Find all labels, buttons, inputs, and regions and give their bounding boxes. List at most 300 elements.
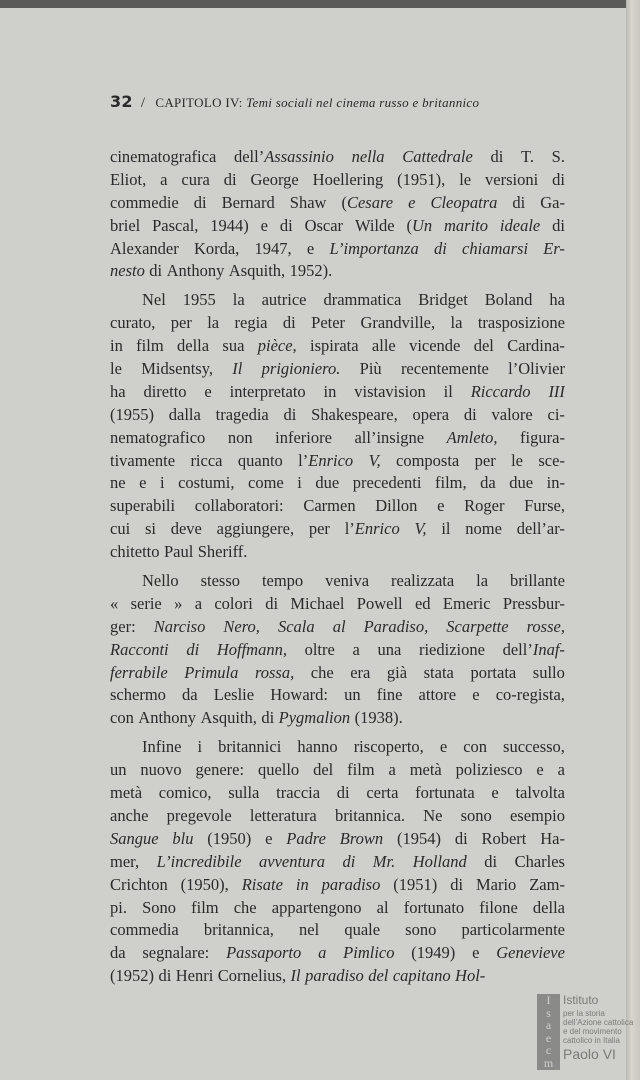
word-part: Wilde [354,215,395,235]
word [341,192,393,215]
italic-word [242,874,283,897]
word-part: nuovo [140,760,182,780]
word [353,639,360,662]
word [406,215,432,238]
word-part: sullo [532,662,565,682]
word-part: Pascal, [152,215,199,235]
word [345,518,400,541]
word-part: di [484,851,498,871]
italic-word-part: Il [232,359,243,379]
italic-word-part: marito [444,215,489,235]
word [520,427,565,450]
word [110,312,155,335]
word [194,192,207,215]
text-line [110,312,565,335]
word-part: aggiungere, [216,519,295,539]
italic-word-part: paradiso [305,966,364,986]
italic-word-part: L’importanza [329,238,419,258]
word [465,518,502,541]
word-part: esempio [509,805,565,825]
italic-word [110,662,168,685]
word [207,828,251,851]
word-part: talvolta [515,783,565,803]
word [110,707,134,730]
italic-word [462,238,528,261]
word [515,782,564,805]
word-part: colori [214,593,253,613]
word [258,759,299,782]
word-part: e [260,215,268,235]
word-part: i [159,473,165,493]
word-part: film [136,336,164,356]
word [450,874,463,897]
word [354,381,426,404]
word [204,919,274,942]
word-part: oltre [304,639,335,659]
text-line [110,518,565,541]
word-part: Ne [423,805,443,825]
italic-word-part: Brown [339,828,384,848]
word-part: vicende [409,336,461,356]
text-line [110,450,565,473]
italic-word-part: Paradiso, [363,616,429,636]
page-number: 32 [110,92,133,111]
word [492,404,533,427]
word-part: ha [549,290,565,310]
header-separator: / [140,95,146,111]
word [167,260,225,283]
word-part: commedia [110,920,179,940]
word [110,759,127,782]
word-part: ed [414,593,431,613]
word [171,312,192,335]
word-part: Crichton [110,874,168,894]
italic-word-part: prigioniero. [261,359,341,379]
word-part: Anthony [138,708,197,728]
text-line [110,495,565,518]
word-part: film [191,897,219,917]
word [110,874,168,897]
word-part: per [474,450,496,470]
word [311,404,398,427]
word [290,192,327,215]
word-part: da [110,943,126,963]
word [218,965,286,988]
italic-word-part: Cesare [346,192,394,212]
word-part: che [310,662,334,682]
word-part: figura- [520,427,565,447]
italic-word [217,639,287,662]
text-line [110,897,565,920]
word-part: i [297,473,302,493]
word [110,897,127,920]
word [524,495,565,518]
italic-word-part: rosse, [526,616,565,636]
italic-word-part: in [295,874,309,894]
word [230,381,306,404]
word-part: T. [521,147,534,166]
word [325,570,369,593]
italic-word-part: Er- [543,238,565,258]
word-part: cui [110,519,131,539]
word [396,450,459,473]
word-part: tivamente [110,450,176,470]
word-part: e [306,238,315,258]
word-part: drammatica [323,290,402,310]
text-line [110,684,565,707]
word [440,736,447,759]
word [548,404,565,427]
word [181,874,229,897]
word-part: successo, [503,737,565,757]
word-part: a [160,169,168,189]
word [110,684,166,707]
word-part: ne [110,473,126,493]
word [171,518,202,541]
word-part: sce- [538,450,565,470]
word-part: hanno [297,737,338,757]
word-part: Sono [142,897,177,917]
italic-word [262,358,341,381]
word-part: pregevole [166,805,232,825]
word [110,919,179,942]
word [297,472,302,495]
word [238,450,283,473]
word-part: come [248,473,284,493]
word [464,495,504,518]
word-part: ci- [547,404,565,424]
word [265,593,278,616]
italic-word-part: Primula [184,662,239,682]
italic-word [232,358,242,381]
word [160,169,167,192]
word-part: trasposizione [477,313,565,333]
word-part: di [265,593,279,613]
text-line [110,192,565,215]
word-part: Anthony [166,261,225,281]
word [509,472,533,495]
word [484,851,497,874]
word [459,169,471,192]
word [214,593,253,616]
word-part: poliziesco [455,760,523,780]
word-part: e [491,783,499,803]
word [375,495,417,518]
word-part: dell’ [502,639,533,659]
word [521,146,534,169]
word [110,427,205,450]
word-part: sono [405,920,437,940]
word [131,593,162,616]
word-part: il [443,381,453,401]
word [311,312,345,335]
word [141,358,213,381]
word-part: « [110,593,119,613]
word-part: di [261,708,275,728]
word-part: a [388,760,396,780]
word [110,238,179,261]
word-part: Leslie [213,685,255,705]
word [313,169,384,192]
scan-top-edge [0,0,640,8]
italic-word-part: L’incredibile [156,851,242,871]
italic-word-part: Enrico [354,519,400,539]
text-line [110,616,565,639]
word-part: Nello [142,571,179,591]
word [297,736,337,759]
logo-line: e del movimento [563,1027,622,1036]
word [418,289,468,312]
italic-word-part: pièce, [257,336,297,356]
word [409,335,460,358]
word [485,169,538,192]
word-part: un [344,685,361,705]
word [191,897,219,920]
word-part: con [463,737,488,757]
word-part: Midsentsy, [141,359,214,379]
italic-word [286,828,326,851]
italic-word [340,828,383,851]
word [456,759,523,782]
word [464,404,477,427]
word [549,289,565,312]
word [491,782,498,805]
word-part: Michael [290,593,345,613]
word-part: con [110,708,134,728]
word [503,736,565,759]
word-part: in [323,381,337,401]
italic-word-part: III [548,381,565,401]
word [207,312,219,335]
word-part: e [204,381,212,401]
word-part: (1950) [207,828,252,848]
word [538,450,565,473]
word [410,759,442,782]
word-part: britannici [218,737,282,757]
word-part: per [308,519,330,539]
word-part: Mario [475,874,517,894]
word [393,874,437,897]
word [415,593,431,616]
text-line [110,169,565,192]
word [344,684,361,707]
word [404,897,464,920]
word [298,450,353,473]
text-line [110,593,565,616]
word [142,942,209,965]
word-part: di [490,147,504,166]
word [142,736,181,759]
word-part: sono [460,805,492,825]
italic-word [186,639,199,662]
word-part: di [336,783,350,803]
word [307,238,314,261]
word-part: di [552,169,565,189]
word-part: dell’ar- [516,519,565,539]
text-line [110,707,565,730]
word [233,289,245,312]
word-part: fortunata [415,783,475,803]
word-part: e [439,737,448,757]
italic-word-part: Hoffmann, [216,639,287,659]
word [177,335,209,358]
word-part: » [174,593,183,613]
word-part: e [139,473,147,493]
word-part: riedizione [418,639,485,659]
word [142,289,166,312]
word-part: serie [130,593,162,613]
word-part: curato, [110,313,156,333]
italic-word-part: chiamarsi [462,238,529,258]
italic-word [333,616,346,639]
italic-word [446,616,508,639]
word-part: le [110,359,122,379]
text-line [110,427,565,450]
word-part: opera [412,404,450,424]
italic-word-part: nella [351,147,385,166]
word [305,639,335,662]
word [311,662,334,685]
word-part: recentemente [400,359,489,379]
text-line [110,662,565,685]
word-part: sua [222,336,245,356]
word-part: in [110,336,123,356]
italic-word [278,616,315,639]
word [110,495,175,518]
word [377,639,401,662]
word [200,707,256,730]
word [284,404,297,427]
word-part: Ha- [540,828,565,848]
word-part: per [170,313,192,333]
word [397,169,445,192]
word [533,897,565,920]
italic-word [471,381,531,404]
word [515,851,565,874]
word-part: e [265,828,273,848]
italic-word-part: Inaf- [532,639,565,659]
word [391,570,454,593]
word-part: stesso [200,571,241,591]
chapter-label: CAPITOLO IV: [155,95,243,110]
word [510,570,565,593]
word-part: film [347,760,375,780]
text-line [110,782,565,805]
word-part: era [350,662,371,682]
word [360,312,435,335]
word [360,358,382,381]
word [397,828,441,851]
word [529,874,565,897]
word [250,169,298,192]
word [110,404,154,427]
word [142,570,179,593]
word [110,358,122,381]
italic-word-part: Padre [286,828,326,848]
word [366,782,398,805]
word-part: della [177,336,210,356]
word [197,736,202,759]
italic-word [455,965,485,988]
word-part: Emeric [442,593,491,613]
word-part: (1951), [397,169,446,189]
italic-word-part: di [342,851,356,871]
italic-word [329,238,418,261]
word-part: di [158,966,172,986]
word [145,518,156,541]
word-part: commedie [110,192,179,212]
word [110,851,139,874]
italic-word-part: capitano [392,966,451,986]
italic-word-part: ideale [499,215,541,235]
word [472,942,479,965]
italic-word [548,381,564,404]
word-part: Roger [464,496,505,516]
word [461,919,565,942]
word [481,828,526,851]
word [337,782,350,805]
italic-word [279,707,351,730]
word-part: Bridget [418,290,468,310]
logo-line: dell’Azione cattolica [563,1018,634,1027]
word [412,404,449,427]
italic-word [368,965,388,988]
word-part: 1944) [210,215,249,235]
word [463,736,487,759]
word-part: Shaw [289,192,327,212]
word-part: ricca [190,450,223,470]
word [476,874,516,897]
word-part: Robert [481,828,527,848]
word-part: Alexander [110,238,179,258]
italic-word-part: rossa, [254,662,295,682]
word-part: interpretato [229,381,306,401]
word [470,662,516,685]
word [228,427,253,450]
italic-word-part: e [408,192,416,212]
word-part: mer, [110,851,140,871]
word [181,169,209,192]
word-part: un [110,760,127,780]
word-part: (1949) [411,943,456,963]
word [350,662,370,685]
word-part: filone [479,897,518,917]
word-part: (1955) [110,404,154,424]
italic-word [413,851,467,874]
logo-line: Istituto [563,993,599,1007]
word-part: genere: [195,760,245,780]
italic-word-part: paradiso [321,874,381,894]
word-part: di [463,404,477,424]
italic-word-part: Racconti [110,639,169,659]
word [235,312,268,335]
word [423,805,442,828]
italic-word [430,192,497,215]
italic-word-part: Amleto, [446,427,498,447]
italic-word-part: Assassinio [264,147,334,166]
word-part: all’insigne [354,427,425,447]
word-part: il [441,519,451,539]
word-part: di [223,169,237,189]
text-line [110,942,565,965]
text-line [110,381,565,404]
word [143,381,186,404]
word-part: precedenti [352,473,422,493]
word-part: Peter [311,313,346,333]
word-part: cinematografica [110,147,217,166]
word-part: si [144,519,156,539]
word [110,518,130,541]
